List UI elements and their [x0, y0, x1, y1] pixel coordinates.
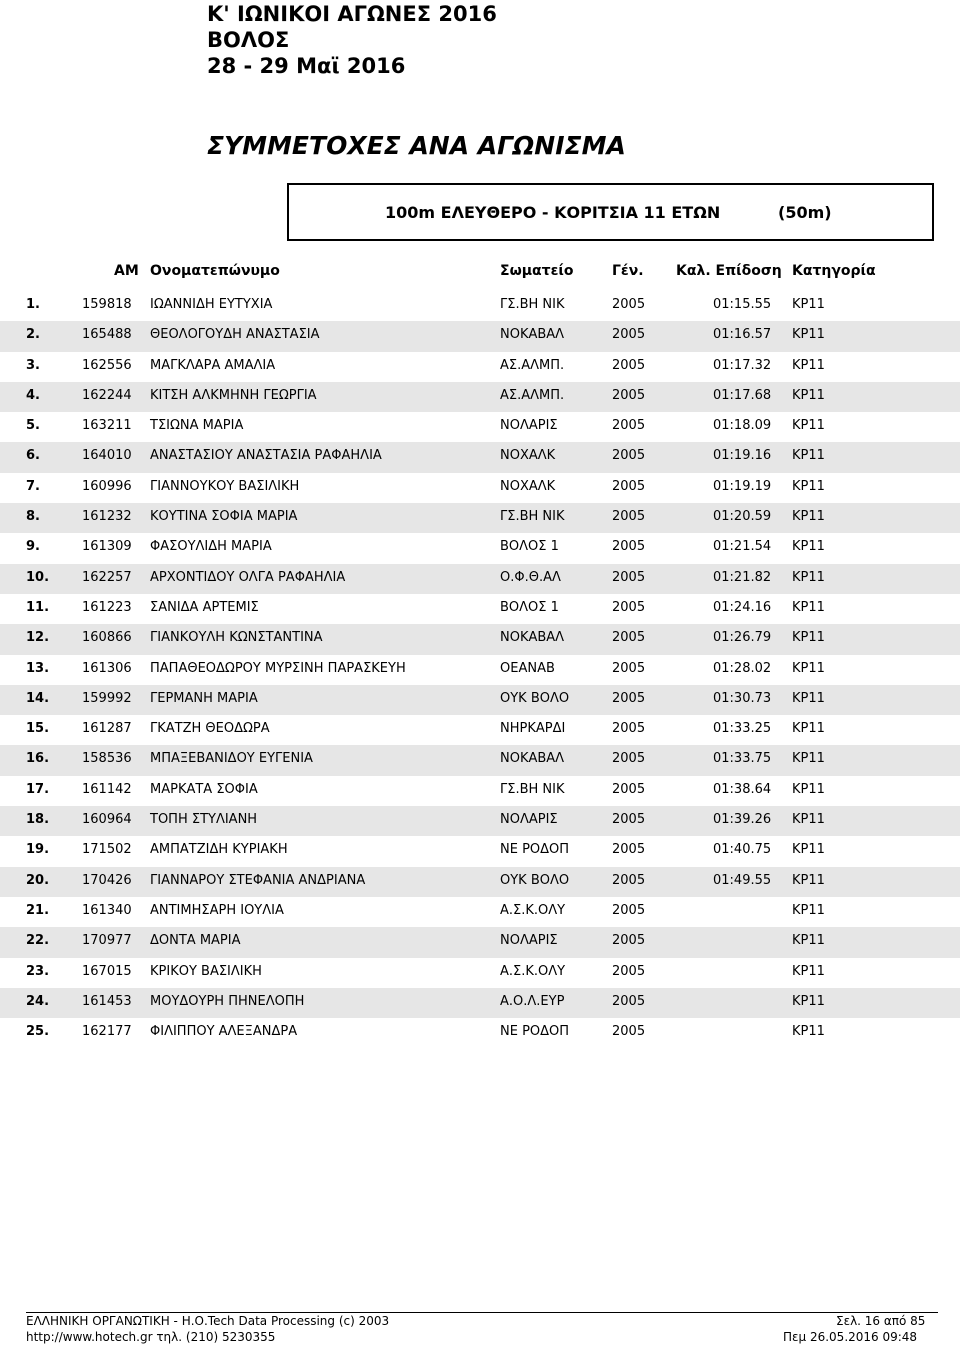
cell-year: 2005 — [612, 599, 646, 615]
column-header-club: Σωματείο — [500, 263, 574, 279]
cell-year: 2005 — [612, 781, 646, 797]
cell-rank: 1. — [26, 297, 40, 312]
page-heading: ΣΥΜΜΕΤΟΧΕΣ ΑΝΑ ΑΓΩΝΙΣΜΑ — [207, 131, 626, 160]
cell-time: 01:16.57 — [713, 327, 772, 343]
cell-name: ΜΑΓΚΛΑΡΑ ΑΜΑΛΙΑ — [150, 357, 276, 373]
cell-club: ΟΥΚ ΒΟΛΟ — [500, 690, 570, 706]
table-row — [0, 291, 960, 321]
table-row — [0, 776, 960, 806]
table-row — [0, 412, 960, 442]
cell-am: 161453 — [82, 993, 132, 1009]
cell-time: 01:21.54 — [713, 539, 772, 555]
cell-year: 2005 — [612, 993, 646, 1009]
table-row — [0, 442, 960, 472]
table-row — [0, 624, 960, 654]
cell-time: 01:28.02 — [713, 660, 772, 676]
cell-name: ΓΙΑΝΝΟΥΚΟΥ ΒΑΣΙΛΙΚΗ — [150, 478, 300, 494]
cell-rank: 8. — [26, 509, 40, 525]
cell-club: ΑΣ.ΑΛΜΠ. — [500, 387, 565, 403]
cell-year: 2005 — [612, 751, 646, 767]
cell-name: ΓΙΑΝΚΟΥΛΗ ΚΩΝΣΤΑΝΤΙΝΑ — [150, 630, 323, 646]
column-header-year: Γέν. — [612, 263, 644, 279]
cell-club: ΝΟΛΑΡΙΣ — [500, 933, 558, 949]
cell-rank: 16. — [26, 751, 50, 767]
cell-am: 161287 — [82, 721, 132, 737]
cell-year: 2005 — [612, 418, 646, 434]
cell-rank: 5. — [26, 418, 40, 434]
cell-time: 01:40.75 — [713, 842, 772, 858]
cell-club: Α.Σ.Κ.ΟΛΥ — [500, 902, 566, 918]
cell-rank: 25. — [26, 1024, 50, 1040]
footer-url: http://www.hotech.gr τηλ. (210) 5230355 — [26, 1330, 276, 1344]
table-row — [0, 745, 960, 775]
cell-club: ΓΣ.ΒΗ ΝΙΚ — [500, 509, 565, 525]
cell-am: 162556 — [82, 357, 132, 373]
column-header-time: Καλ. Επίδοση — [676, 263, 782, 279]
cell-name: ΣΑΝΙΔΑ ΑΡΤΕΜΙΣ — [150, 599, 259, 615]
cell-category: ΚΡ11 — [792, 357, 825, 373]
cell-rank: 17. — [26, 781, 50, 797]
cell-category: ΚΡ11 — [792, 660, 825, 676]
cell-rank: 4. — [26, 387, 40, 403]
cell-time: 01:38.64 — [713, 781, 772, 797]
table-row — [0, 1018, 960, 1048]
cell-rank: 6. — [26, 448, 40, 464]
meet-location: ΒΟΛΟΣ — [207, 28, 290, 52]
cell-category: ΚΡ11 — [792, 327, 825, 343]
column-header-name: Ονοματεπώνυμο — [150, 263, 280, 279]
footer-date: Πεμ 26.05.2016 09:48 — [783, 1330, 918, 1344]
cell-time: 01:30.73 — [713, 690, 772, 706]
cell-am: 161340 — [82, 902, 132, 918]
cell-am: 170977 — [82, 933, 132, 949]
column-header-am: ΑΜ — [114, 263, 139, 279]
cell-am: 163211 — [82, 418, 132, 434]
cell-category: ΚΡ11 — [792, 297, 825, 312]
cell-year: 2005 — [612, 872, 646, 888]
cell-category: ΚΡ11 — [792, 478, 825, 494]
cell-category: ΚΡ11 — [792, 781, 825, 797]
cell-club: ΝΟΛΑΡΙΣ — [500, 418, 558, 434]
cell-club: ΝΟΚΑΒΑΛ — [500, 630, 565, 646]
cell-year: 2005 — [612, 963, 646, 979]
cell-am: 161309 — [82, 539, 132, 555]
cell-year: 2005 — [612, 327, 646, 343]
cell-club: ΒΟΛΟΣ 1 — [500, 539, 559, 555]
cell-year: 2005 — [612, 690, 646, 706]
cell-time: 01:18.09 — [713, 418, 772, 434]
event-pool-length: (50m) — [778, 203, 832, 222]
cell-category: ΚΡ11 — [792, 630, 825, 646]
cell-name: ΑΜΠΑΤΖΙΔΗ ΚΥΡΙΑΚΗ — [150, 842, 288, 858]
cell-name: ΓΙΑΝΝΑΡΟΥ ΣΤΕΦΑΝΙΑ ΑΝΔΡΙΑΝΑ — [150, 872, 366, 888]
table-row — [0, 382, 960, 412]
cell-category: ΚΡ11 — [792, 448, 825, 464]
cell-year: 2005 — [612, 933, 646, 949]
entries-table — [0, 291, 960, 1048]
cell-year: 2005 — [612, 539, 646, 555]
cell-rank: 9. — [26, 539, 40, 555]
cell-rank: 10. — [26, 569, 50, 585]
cell-time: 01:19.19 — [713, 478, 772, 494]
cell-rank: 22. — [26, 933, 50, 949]
cell-time: 01:24.16 — [713, 599, 772, 615]
cell-category: ΚΡ11 — [792, 599, 825, 615]
cell-club: Ο.Φ.Θ.ΑΛ — [500, 569, 561, 585]
table-row — [0, 897, 960, 927]
cell-club: Α.Σ.Κ.ΟΛΥ — [500, 963, 566, 979]
cell-time: 01:20.59 — [713, 509, 772, 525]
event-title: 100m ΕΛΕΥΘΕΡΟ - ΚΟΡΙΤΣΙΑ 11 ΕΤΩΝ — [385, 203, 721, 222]
cell-year: 2005 — [612, 569, 646, 585]
cell-rank: 23. — [26, 963, 50, 979]
cell-club: ΒΟΛΟΣ 1 — [500, 599, 559, 615]
cell-am: 160996 — [82, 478, 132, 494]
cell-name: ΦΙΛΙΠΠΟΥ ΑΛΕΞΑΝΔΡΑ — [150, 1024, 298, 1040]
cell-year: 2005 — [612, 297, 646, 312]
cell-name: ΤΟΠΗ ΣΤΥΛΙΑΝΗ — [150, 812, 258, 828]
cell-rank: 19. — [26, 842, 50, 858]
column-header-category: Κατηγορία — [792, 263, 876, 279]
cell-am: 162257 — [82, 569, 132, 585]
table-row — [0, 988, 960, 1018]
cell-rank: 3. — [26, 357, 40, 373]
table-row — [0, 806, 960, 836]
cell-am: 162177 — [82, 1024, 132, 1040]
cell-am: 160866 — [82, 630, 132, 646]
cell-category: ΚΡ11 — [792, 812, 825, 828]
cell-name: ΦΑΣΟΥΛΙΔΗ ΜΑΡΙΑ — [150, 539, 272, 555]
cell-name: ΔΟΝΤΑ ΜΑΡΙΑ — [150, 933, 241, 949]
cell-category: ΚΡ11 — [792, 1024, 825, 1040]
cell-club: ΟΕΑΝΑΒ — [500, 660, 555, 676]
cell-year: 2005 — [612, 630, 646, 646]
footer-org: ΕΛΛΗΝΙΚΗ ΟΡΓΑΝΩΤΙΚΗ - Η.Ο.Tech Data Processing (c) 2003 — [26, 1314, 390, 1328]
cell-category: ΚΡ11 — [792, 872, 825, 888]
cell-rank: 21. — [26, 902, 50, 918]
cell-am: 159992 — [82, 690, 132, 706]
cell-rank: 2. — [26, 327, 40, 343]
cell-rank: 15. — [26, 721, 50, 737]
cell-category: ΚΡ11 — [792, 721, 825, 737]
cell-time: 01:26.79 — [713, 630, 772, 646]
cell-year: 2005 — [612, 1024, 646, 1040]
meet-title: K' ΙΩΝΙΚΟΙ ΑΓΩΝΕΣ 2016 — [207, 2, 497, 26]
table-row — [0, 564, 960, 594]
cell-category: ΚΡ11 — [792, 387, 825, 403]
cell-time: 01:15.55 — [713, 297, 772, 312]
cell-rank: 7. — [26, 478, 40, 494]
cell-category: ΚΡ11 — [792, 751, 825, 767]
cell-am: 160964 — [82, 812, 132, 828]
table-row — [0, 836, 960, 866]
cell-time: 01:17.68 — [713, 387, 772, 403]
cell-name: ΓΕΡΜΑΝΗ ΜΑΡΙΑ — [150, 690, 258, 706]
cell-category: ΚΡ11 — [792, 933, 825, 949]
cell-name: ΘΕΟΛΟΓΟΥΔΗ ΑΝΑΣΤΑΣΙΑ — [150, 327, 320, 343]
cell-club: ΝΟΛΑΡΙΣ — [500, 812, 558, 828]
cell-name: ΙΩΑΝΝΙΔΗ ΕΥΤΥΧΙΑ — [150, 297, 273, 312]
cell-category: ΚΡ11 — [792, 690, 825, 706]
meet-dates: 28 - 29 Μαϊ 2016 — [207, 54, 406, 78]
cell-year: 2005 — [612, 812, 646, 828]
cell-rank: 12. — [26, 630, 50, 646]
cell-time: 01:17.32 — [713, 357, 772, 373]
cell-time: 01:39.26 — [713, 812, 772, 828]
footer-divider — [26, 1312, 938, 1313]
cell-year: 2005 — [612, 448, 646, 464]
cell-club: ΟΥΚ ΒΟΛΟ — [500, 872, 570, 888]
cell-name: ΑΝΤΙΜΗΣΑΡΗ ΙΟΥΛΙΑ — [150, 902, 284, 918]
cell-name: ΑΡΧΟΝΤΙΔΟΥ ΟΛΓΑ ΡΑΦΑΗΛΙΑ — [150, 569, 346, 585]
cell-rank: 11. — [26, 599, 50, 615]
cell-rank: 20. — [26, 872, 50, 888]
cell-am: 158536 — [82, 751, 132, 767]
cell-name: ΚΟΥΤΙΝΑ ΣΟΦΙΑ ΜΑΡΙΑ — [150, 509, 298, 525]
cell-am: 161232 — [82, 509, 132, 525]
cell-am: 167015 — [82, 963, 132, 979]
cell-am: 165488 — [82, 327, 132, 343]
table-row — [0, 958, 960, 988]
table-row — [0, 503, 960, 533]
table-row — [0, 715, 960, 745]
cell-name: ΠΑΠΑΘΕΟΔΩΡΟΥ ΜΥΡΣΙΝΗ ΠΑΡΑΣΚΕΥΗ — [150, 660, 406, 676]
cell-club: ΝΟΚΑΒΑΛ — [500, 327, 565, 343]
table-row — [0, 685, 960, 715]
cell-year: 2005 — [612, 902, 646, 918]
cell-club: ΝΗΡΚΑΡΔΙ — [500, 721, 566, 737]
cell-club: Α.Ο.Λ.ΕΥΡ — [500, 993, 565, 1009]
cell-year: 2005 — [612, 478, 646, 494]
cell-time: 01:21.82 — [713, 569, 772, 585]
cell-name: ΜΠΑΞΕΒΑΝΙΔΟΥ ΕΥΓΕΝΙΑ — [150, 751, 313, 767]
cell-rank: 24. — [26, 993, 50, 1009]
cell-club: ΓΣ.ΒΗ ΝΙΚ — [500, 297, 565, 312]
cell-name: ΚΡΙΚΟΥ ΒΑΣΙΛΙΚΗ — [150, 963, 262, 979]
cell-club: ΑΣ.ΑΛΜΠ. — [500, 357, 565, 373]
cell-club: ΝΕ ΡΟΔΟΠ — [500, 842, 570, 858]
cell-time: 01:33.25 — [713, 721, 772, 737]
table-row — [0, 594, 960, 624]
cell-am: 161306 — [82, 660, 132, 676]
table-row — [0, 655, 960, 685]
cell-year: 2005 — [612, 721, 646, 737]
cell-rank: 13. — [26, 660, 50, 676]
cell-year: 2005 — [612, 357, 646, 373]
cell-year: 2005 — [612, 509, 646, 525]
table-row — [0, 473, 960, 503]
cell-am: 161223 — [82, 599, 132, 615]
cell-name: ΤΣΙΩΝΑ ΜΑΡΙΑ — [150, 418, 244, 434]
table-row — [0, 867, 960, 897]
cell-name: ΜΟΥΔΟΥΡΗ ΠΗΝΕΛΟΠΗ — [150, 993, 305, 1009]
cell-category: ΚΡ11 — [792, 418, 825, 434]
cell-am: 164010 — [82, 448, 132, 464]
cell-club: ΓΣ.ΒΗ ΝΙΚ — [500, 781, 565, 797]
cell-category: ΚΡ11 — [792, 902, 825, 918]
cell-name: ΑΝΑΣΤΑΣΙΟΥ ΑΝΑΣΤΑΣΙΑ ΡΑΦΑΗΛΙΑ — [150, 448, 382, 464]
cell-category: ΚΡ11 — [792, 963, 825, 979]
cell-category: ΚΡ11 — [792, 993, 825, 1009]
cell-am: 171502 — [82, 842, 132, 858]
footer-page: Σελ. 16 από 85 — [836, 1314, 926, 1328]
table-row — [0, 927, 960, 957]
cell-am: 159818 — [82, 297, 132, 312]
table-row — [0, 352, 960, 382]
cell-rank: 18. — [26, 812, 50, 828]
cell-name: ΜΑΡΚΑΤΑ ΣΟΦΙΑ — [150, 781, 258, 797]
cell-rank: 14. — [26, 690, 50, 706]
cell-year: 2005 — [612, 660, 646, 676]
cell-am: 162244 — [82, 387, 132, 403]
cell-time: 01:19.16 — [713, 448, 772, 464]
cell-category: ΚΡ11 — [792, 509, 825, 525]
cell-am: 161142 — [82, 781, 132, 797]
cell-category: ΚΡ11 — [792, 539, 825, 555]
cell-time: 01:33.75 — [713, 751, 772, 767]
cell-club: ΝΟΧΑΛΚ — [500, 478, 556, 494]
cell-club: ΝΟΧΑΛΚ — [500, 448, 556, 464]
cell-name: ΓΚΑΤΖΗ ΘΕΟΔΩΡΑ — [150, 721, 270, 737]
cell-club: ΝΟΚΑΒΑΛ — [500, 751, 565, 767]
cell-time: 01:49.55 — [713, 872, 772, 888]
cell-year: 2005 — [612, 842, 646, 858]
table-row — [0, 321, 960, 351]
table-row — [0, 533, 960, 563]
cell-category: ΚΡ11 — [792, 569, 825, 585]
cell-category: ΚΡ11 — [792, 842, 825, 858]
cell-club: ΝΕ ΡΟΔΟΠ — [500, 1024, 570, 1040]
cell-name: ΚΙΤΣΗ ΑΛΚΜΗΝΗ ΓΕΩΡΓΙΑ — [150, 387, 317, 403]
cell-am: 170426 — [82, 872, 132, 888]
cell-year: 2005 — [612, 387, 646, 403]
